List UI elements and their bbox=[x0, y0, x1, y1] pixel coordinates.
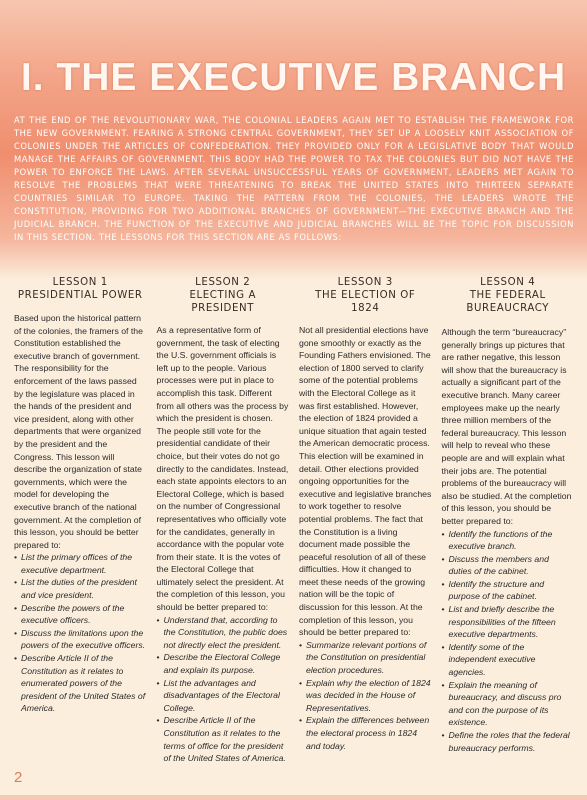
objective-item: • List and briefly describe the responsibilities of the fifteen executive departments. bbox=[442, 603, 575, 641]
lesson-3-name-line1: THE ELECTION OF bbox=[315, 290, 416, 301]
objective-item: • Describe Article II of the Constitution as it relates to enumerated powers of the president of the United States of America. bbox=[14, 652, 147, 715]
lesson-4-objectives bbox=[442, 528, 575, 755]
objective-item: • Identify some of the independent executive agencies. bbox=[442, 641, 575, 679]
lesson-2-objectives bbox=[157, 614, 290, 765]
lesson-4-body bbox=[442, 326, 575, 754]
lesson-4-title bbox=[442, 276, 575, 324]
objective-item: • Describe Article II of the Constitution as it relates to the terms of office for the president of the United States of America. bbox=[157, 714, 290, 764]
lesson-1-number: LESSON 1 bbox=[52, 277, 108, 288]
lesson-1-description: Based upon the historical pattern of the colonies, the framers of the Constitution established the executive branch of government. The responsibility for the enforcement of the laws passed by the legislature was placed in the hands of the president and vice president, along with other departments that were organized by the president and the Congress. This lesson will describe the organization of state governments, which were the model for developing the executive branch of the national government. At the completion of this lesson, you should be better prepared to: bbox=[14, 313, 143, 550]
footer-bar bbox=[0, 795, 587, 800]
lesson-3-column bbox=[299, 276, 432, 765]
objective-item: • Identify the functions of the executive branch. bbox=[442, 528, 575, 553]
objective-item: • Understand that, according to the Constitution, the public does not directly elect the president. bbox=[157, 614, 290, 652]
objective-item: • Discuss the limitations upon the powers of the executive officers. bbox=[14, 627, 147, 652]
objective-item: • Explain why the election of 1824 was decided in the House of Representatives. bbox=[299, 677, 432, 715]
lesson-2-column bbox=[157, 276, 290, 765]
objective-item: • Summarize relevant portions of the Constitution on presidential election procedures. bbox=[299, 639, 432, 677]
objective-item: • List the primary offices of the executive department. bbox=[14, 551, 147, 576]
lesson-1-objectives bbox=[14, 551, 147, 715]
page-number: 2 bbox=[14, 769, 23, 786]
lesson-2-title bbox=[157, 276, 290, 324]
objective-item: • Explain the meaning of bureaucracy, and discuss pro and con the purpose of its existence. bbox=[442, 679, 575, 729]
lesson-1-body bbox=[14, 312, 147, 715]
objective-item: • Explain the differences between the electoral process in 1824 and today. bbox=[299, 714, 432, 752]
lesson-4-column bbox=[442, 276, 575, 765]
objective-item: • Describe the powers of the executive officers. bbox=[14, 602, 147, 627]
objective-item: • Describe the Electoral College and explain its purpose. bbox=[157, 651, 290, 676]
section-introduction: AT THE END OF THE REVOLUTIONARY WAR, THE COLONIAL LEADERS AGAIN MET TO ESTABLISH THE FRAMEWORK FOR THE NEW GOVERNMENT. FEARING A STRONG CENTRAL GOVERNMENT, THEY SET UP A LOOSELY KNIT ASSOCIATION OF COLONIES UNDER THE ARTICLES OF CONFEDERATION. THEY PROVIDED ONLY FOR A LEGISLATIVE BODY THAT WOULD MANAGE THE AFFAIRS OF GOVERNMENT. THIS BODY HAD THE POWER TO TAX THE COLONIES BUT DID NOT HAVE THE POWER TO ENFORCE THE LAWS. AFTER SEVERAL UNSUCCESSFUL YEARS OF GOVERNMENT, LEADERS MET AGAIN TO RESOLVE THE PROBLEMS THAT WERE THREATENING TO BREAK THE UNITED STATES INTO THIRTEEN SEPARATE COUNTRIES SIMILAR TO EUROPE. TAKING THE PATTERN FROM THE COLONIES, THE LEADERS WROTE THE CONSTITUTION, PROVIDING FOR TWO ADDITIONAL BRANCHES OF GOVERNMENT—THE EXECUTIVE BRANCH AND THE JUDICIAL BRANCH. THE FUNCTION OF THE EXECUTIVE AND JUDICIAL BRANCHES WILL BE THE TOPIC FOR DISCUSSION IN THIS SECTION. THE LESSONS FOR THIS SECTION ARE AS FOLLOWS: bbox=[14, 115, 574, 242]
lesson-3-number: LESSON 3 bbox=[337, 277, 393, 288]
lesson-1-name: PRESIDENTIAL POWER bbox=[17, 290, 143, 301]
lesson-3-title bbox=[299, 276, 432, 324]
objective-item: • Identify the structure and purpose of the cabinet. bbox=[442, 578, 575, 603]
lesson-4-name-line2: BUREAUCRACY bbox=[466, 303, 550, 314]
objective-item: • List the advantages and disadvantages of the Electoral College. bbox=[157, 677, 290, 715]
lessons-grid bbox=[14, 276, 574, 765]
page-title: I. THE EXECUTIVE BRANCH bbox=[20, 56, 567, 99]
lesson-2-name-line1: ELECTING A bbox=[189, 290, 257, 301]
objective-item: • Discuss the members and duties of the cabinet. bbox=[442, 553, 575, 578]
lesson-2-body bbox=[157, 324, 290, 765]
lesson-4-name-line1: THE FEDERAL bbox=[469, 290, 546, 301]
lesson-1-column bbox=[14, 276, 147, 765]
lesson-2-description: As a representative form of government, the task of electing the U.S. government officials is left up to the people. Various processes were put in place to accomplish this task. Different from all others was the process by which the president is chosen. The people still vote for the presidential candidate of their choice, but their votes do not go directly to the candidates. Instead, each state appoints electors to an Electoral College, which is based on the number of Congressional representatives who officially vote for the candidates, generally in accordance with the popular vote from their state. It is the votes of the Electoral College that ultimately select the president. At the completion of this lesson, you should be better prepared to: bbox=[156, 325, 289, 613]
objective-item: • Define the roles that the federal bureaucracy performs. bbox=[442, 729, 575, 754]
lesson-3-description: Not all presidential elections have gone smoothly or exactly as the Founding Fathers envisioned. The election of 1800 served to clarify some of the potential problems with the Electoral College as it was first established. However, the election of 1824 provided a unique situation that again tested the American democratic process. This election will be examined in detail. Other elections provided ongoing opportunities for the executive and legislative branches to work together to resolve potential problems. The fact that the Constitution is a living document made possible the peaceful resolution of all of these difficulties. How it changed to meet these needs of the growing nation will be the topic of discussion for this lesson. At the completion of this lesson, you should be better prepared to: bbox=[299, 325, 432, 638]
lesson-2-number: LESSON 2 bbox=[195, 277, 251, 288]
lesson-3-body bbox=[299, 324, 432, 752]
lesson-3-name-line2: 1824 bbox=[351, 303, 380, 314]
lesson-4-description: Although the term “bureaucracy” generally brings up pictures that are rather negative, this lesson will show that the bureaucracy is actually a significant part of the executive branch. Many career employees make up the nearly three million members of the federal bureaucracy. This lesson will help to reveal who these people are and will explain what their jobs are. The potential problems of the bureaucracy will also be studied. At the completion of this lesson, you should be better prepared to: bbox=[441, 327, 572, 526]
objective-item: • List the duties of the president and vice president. bbox=[14, 576, 147, 601]
lesson-4-number: LESSON 4 bbox=[480, 277, 536, 288]
lesson-2-name-line2: PRESIDENT bbox=[191, 303, 255, 314]
lesson-3-objectives bbox=[299, 639, 432, 752]
